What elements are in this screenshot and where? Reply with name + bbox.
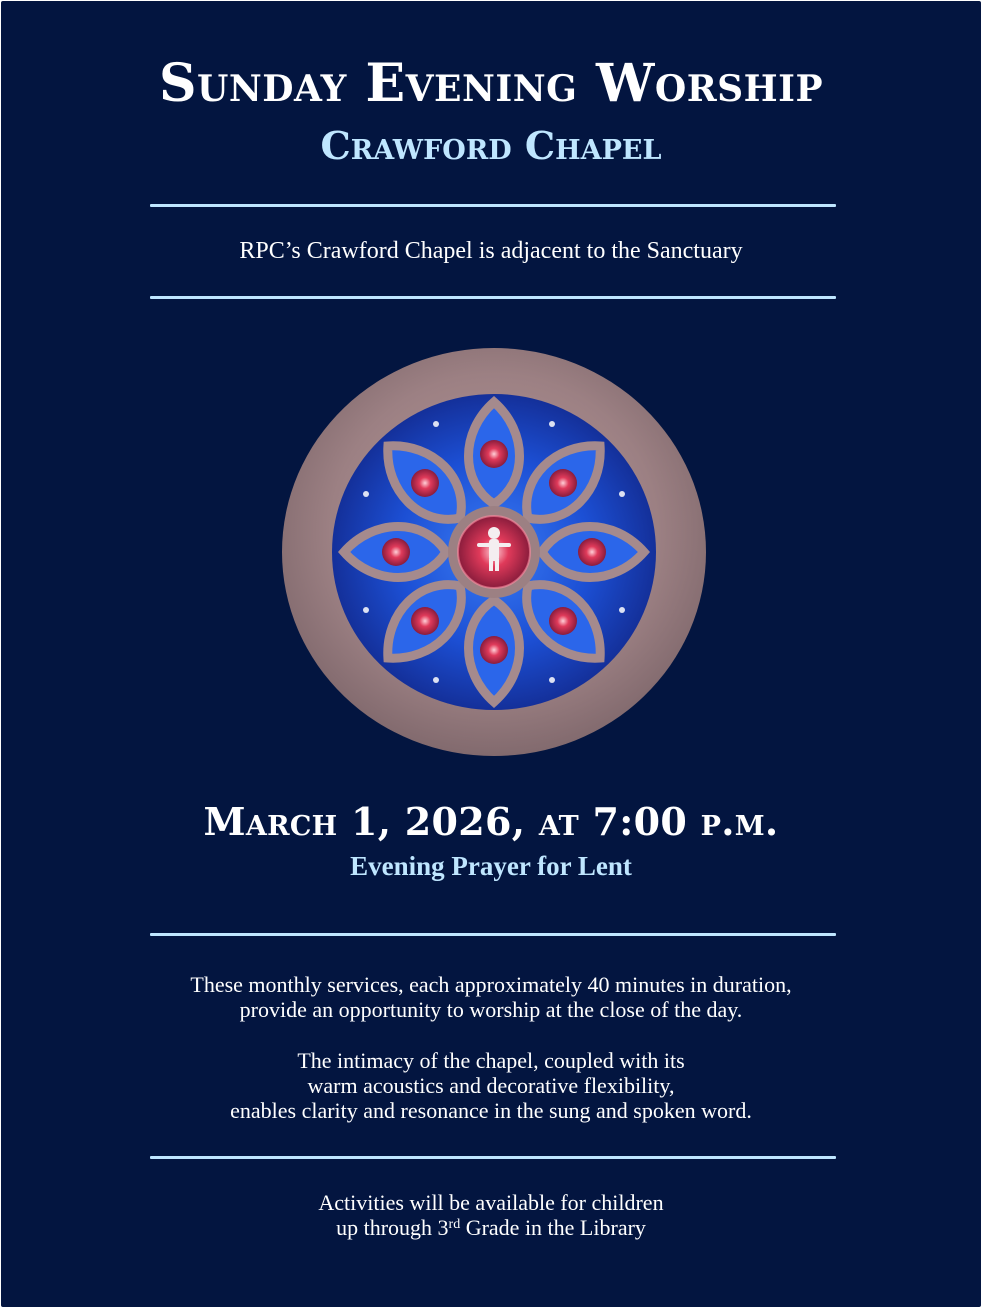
description-line: The intimacy of the chapel, coupled with its: [297, 1048, 685, 1073]
children-note: [1, 1190, 981, 1240]
divider-1: [150, 204, 836, 207]
children-note-suffix: Grade in the Library: [460, 1215, 646, 1240]
page-subtitle: Crawford Chapel: [320, 123, 662, 168]
event-datetime: March 1, 2026, at 7:00 p.m.: [203, 799, 779, 844]
children-note-prefix: up through 3: [336, 1215, 449, 1240]
divider-2: [150, 296, 836, 299]
ordinal-suffix: rd: [448, 1217, 461, 1232]
description-line: These monthly services, each approximately 40 minutes in duration,: [190, 972, 792, 997]
description-line: provide an opportunity to worship at the close of the day.: [239, 997, 743, 1022]
children-note-line-2: [1, 1215, 981, 1240]
rose-window-icon: [281, 347, 707, 757]
description-line: warm acoustics and decorative flexibility,: [307, 1073, 675, 1098]
page-title: Sunday Evening Worship: [158, 53, 824, 114]
description-paragraph-2: [1, 1048, 981, 1123]
divider-4: [150, 1156, 836, 1159]
description-paragraph-1: [1, 972, 981, 1022]
rose-window-image: [281, 347, 707, 757]
description-line: enables clarity and resonance in the sung and spoken word.: [230, 1098, 752, 1123]
children-note-line-1: Activities will be available for children: [318, 1190, 664, 1215]
location-note: RPC’s Crawford Chapel is adjacent to the Sanctuary: [239, 238, 743, 264]
service-name: Evening Prayer for Lent: [350, 851, 632, 881]
divider-3: [150, 933, 836, 936]
flyer-page: [1, 1, 981, 1307]
